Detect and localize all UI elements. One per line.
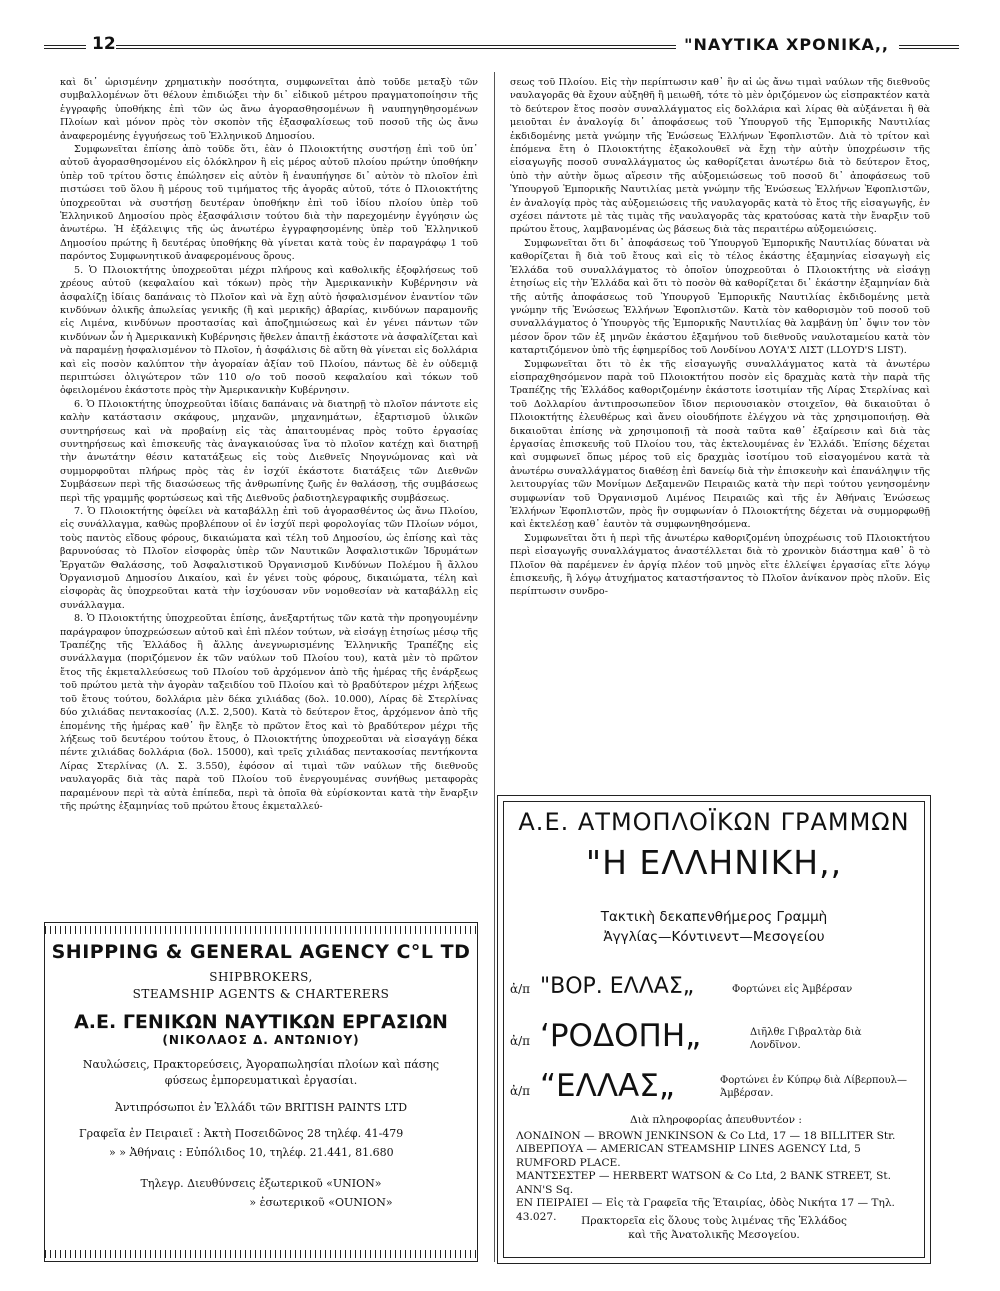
ship-prefix: ἀ/π: [510, 982, 531, 996]
ad-company-name: Α.Ε. ΑΤΜΟΠΛΟΪΚΩΝ ΓΡΑΜΜΩΝ: [518, 808, 910, 836]
ship-name: “ΕΛΛΑΣ„: [540, 1068, 675, 1104]
ad-agency-line: Ἀντιπρόσωποι ἐν Ἑλλάδι τῶν BRITISH PAINTS LTD: [114, 1101, 408, 1114]
ship-status: Φορτώνει ἐν Κύπρῳ διὰ Λίβερπουλ—Ἀμβέρσαν.: [720, 1075, 907, 1099]
ad-office-athens: » » Ἀθήναις : Εὐπόλιδος 10, τηλέφ. 21.441, 81.680: [109, 1146, 394, 1159]
contact-piraeus: ΕΝ ΠΕΙΡΑΙΕΙ — Εἰς τὰ Γραφεῖα τῆς Ἑταιρίας, ὁδὸς Νικήτα 17 — Τηλ. 43.027.: [516, 1197, 895, 1223]
left-paragraph: καὶ δι᾽ ὡρισμένην χρηματικὴν ποσότητα, συμφωνεῖται ἀπὸ τοῦδε μεταξὺ τῶν συμβαλλομένων ὅτι θέλουν ἐπιδιώξει τὴν δι᾽ εἰδικοῦ μέτρου πραγματοποίησιν τῆς ἐγγραφῆς ὑποθήκης ἐπὶ τῶν ὡς ἄνω ἀγορασθησομένων ἢ ναυπηγηθησομένων Πλοίων καὶ μόνον πρὸς τὸν σκοπὸν τῆς ἐξασφαλίσεως τοῦ ποσοῦ τῆς ὡς ἄνω ἀναφερομένης ἐγγυήσεως τοῦ Ἑλληνικοῦ Δημοσίου.: [60, 77, 478, 142]
contact-liverpool: ΛΙΒΕΡΠΟΥΑ — AMERICAN STEAMSHIP LINES AGENCY Ltd, 5 RUMFORD PLACE.: [516, 1143, 861, 1169]
ad-contact-list: [516, 1114, 916, 1224]
ship-name: ‘ΡΟΔΟΠΗ„: [540, 1018, 702, 1054]
ad-footer-line: Πρακτορεῖα εἰς ὅλους τοὺς λιμένας τῆς Ἑλλάδος: [581, 1215, 847, 1227]
contact-manchester: ΜΑΝΤΣΕΣΤΕΡ — HERBERT WATSON & Co Ltd, 2 BANK STREET, St. ANN'S Sq.: [516, 1170, 892, 1196]
publication-title: "ΝΑΥΤΙΚΑ ΧΡΟΝΙΚΑ,,: [684, 35, 889, 54]
ad-route-description: Τακτικὴ δεκαπενθήμερος Γραμμὴ: [600, 909, 828, 925]
column-divider: [494, 72, 495, 1262]
steamship-lines-ad: [497, 795, 931, 1264]
right-paragraph: Συμφωνεῖται ὅτι ἡ περὶ τῆς ἀνωτέρω καθοριζομένη ὑποχρέωσις τοῦ Πλοιοκτήτου περὶ εἰσαγωγῆς συναλλάγματος ἀναστέλλεται διὰ τὸ χρονικὸν διάστημα καθ᾽ ὃ τὸ Πλοῖον θὰ παρέμενεν ἐν ἀργίᾳ πλέον τοῦ μηνὸς εἴτε ἐλλείψει ἐργασίας εἴτε λόγῳ ἐπισκευῆς, ἢ λόγῳ ἀτυχήματος καταστήσαντος τὸ Πλοῖον ἀνίκανον πρὸς πλοῦν. Εἰς περίπτωσιν συνδρο-: [510, 532, 930, 598]
ad-telegraph-external: Τηλεγρ. Διευθύνσεις ἐξωτερικοῦ «UNION»: [140, 1177, 382, 1190]
ad-footer-line: καὶ τῆς Ἀνατολικῆς Μεσογείου.: [628, 1229, 800, 1241]
ship-prefix: ἀ/π: [510, 1034, 531, 1048]
contact-heading: Διὰ πληροφορίας ἀπευθυντέον :: [630, 1114, 802, 1126]
ship-status: Διῆλθε Γιβραλτὰρ διὰ Λονδῖνον.: [750, 1027, 862, 1051]
ship-prefix: ἀ/π: [510, 1084, 531, 1098]
page-number: 12: [92, 34, 116, 54]
ad-border-ticks: [45, 926, 477, 934]
ship-entry: [510, 968, 920, 1008]
ad-description-line: Ναυλώσεις, Πρακτορεύσεις, Ἀγοραπωλησίαι πλοίων καὶ πάσης: [82, 1058, 440, 1071]
ad-office-piraeus: Γραφεῖα ἐν Πειραιεῖ : Ἀκτὴ Ποσειδῶνος 28 τηλέφ. 41-479: [79, 1127, 404, 1140]
ad-footer: [498, 1214, 930, 1242]
ad-company-greek: Α.Ε. ΓΕΝΙΚΩΝ ΝΑΥΤΙΚΩΝ ΕΡΓΑΣΙΩΝ: [74, 1011, 448, 1033]
contact-london: ΛΟΝΔΙΝΟΝ — BROWN JENKINSON & Co Ltd, 17 — 18 BILLITER Str.: [516, 1129, 896, 1142]
right-paragraph: σεως τοῦ Πλοίου. Εἰς τὴν περίπτωσιν καθ᾽ ἣν αἱ ὡς ἄνω τιμαὶ ναύλων τῆς διεθνοῦς ναυλαγορᾶς θὰ ἔχουν αὐξηθῆ ἢ μειωθῆ, τότε τὸ μὲν ὁριζόμενον ὡς εἰσπρακτέον κατὰ τὸ δεύτερον ἔτος ποσὸν συναλλάγματος εἰς δολλάρια καὶ λίρας θὰ αὐξάνεται ἢ θὰ μειοῦται ἐν ἀναλογίᾳ δι᾽ ἀποφάσεως τοῦ Ὑπουργοῦ τῆς Ἐμπορικῆς Ναυτιλίας ἐκδιδομένης μετὰ γνώμην τῆς Ἑνώσεως Ἑλλήνων Ἐφοπλιστῶν. Διὰ τὸ τρίτον καὶ ἑπόμενα ἔτη ὁ Πλοιοκτήτης ἐξακολουθεῖ νὰ ἔχῃ τὴν αὐτὴν ὑποχρέωσιν τῆς εἰσαγωγῆς ποσοῦ συναλλάγματος ὡς καθορίζεται ἀνωτέρω διὰ τὸ δεύτερον ἔτος, ὑπὸ τὴν αὐτὴν ὅμως αἵρεσιν τῆς αὐξομειώσεως τοῦ ποσοῦ δι᾽ ἀποφάσεως τοῦ Ὑπουργοῦ Ἐμπορικῆς Ναυτιλίας μετὰ γνώμην τῆς Ἑνώσεως Ἑλλήνων Ἐφοπλιστῶν, ἐν ἀναλογίᾳ πρὸς τὰς αὐξομειώσεις τῆς ναυλαγορᾶς κατὰ τὸ ἔτος τῆς εἰσαγωγῆς, ἐν σχέσει πάντοτε μὲ τὰς τιμὰς τῆς ναυλαγορᾶς τὰς κρατούσας κατὰ τὴν ἔναρξιν τοῦ πρώτου ἔτους, λαμβανομένας ὡς βάσεως διὰ τὰς περαιτέρω αὐξομειώσεις.: [510, 77, 930, 236]
ad-route-ports: Ἀγγλίας—Κόντινεντ—Μεσογείου: [603, 929, 825, 945]
ad-company-english: SHIPPING & GENERAL AGENCY C°L TD: [51, 941, 471, 963]
page-header: [44, 34, 959, 58]
left-article-column: [60, 76, 478, 813]
ad-services-line: SHIPBROKERS,: [209, 970, 313, 984]
ship-entry: [510, 1066, 920, 1110]
header-rule-left: [44, 45, 86, 49]
ship-name: "ΒΟΡ. ΕΛΛΑΣ„: [540, 974, 695, 999]
ad-border-ticks: [45, 1250, 477, 1258]
ad-description-line: φύσεως ἐμπορευματικαὶ ἐργασίαι.: [164, 1074, 358, 1087]
ad-founder-name: (ΝΙΚΟΛΑΟΣ Δ. ΑΝΤΩΝΙΟΥ): [162, 1033, 360, 1047]
left-paragraph: 5. Ὁ Πλοιοκτήτης ὑποχρεοῦται μέχρι πλήρους καὶ καθολικῆς ἐξοφλήσεως τοῦ χρέους αὐτοῦ (κεφαλαίου καὶ τόκων) πρὸς τὴν Ἀμερικανικὴν Κυβέρνησιν νὰ ἀσφαλίζῃ ἰδίαις δαπάναις τὸ Πλοῖον καὶ νὰ ἔχῃ αὐτὸ ἠσφαλισμένον ἐναντίον τῶν κινδύνων ὁλικῆς ἀπωλείας γενικῆς (ἢ καὶ μερικῆς) ἀβαρίας, κινδύνων παραμονῆς εἰς Λιμένα, κινδύνων προστασίας καὶ ἀποζημιώσεως καὶ ἐν γένει πάντων τῶν κινδύνων ὧν ἡ Ἀμερικανικὴ Κυβέρνησις ἤθελεν ἀπαιτῇ ἑκάστοτε νὰ ἀσφαλίζεται καὶ νὰ παραμένῃ ἠσφαλισμένον τὸ Πλοῖον, ἡ ἀσφάλισις δὲ αὕτη θὰ γίνεται εἰς δολλάρια καὶ εἰς ποσὸν καλύπτον τὴν ἀγοραίαν ἀξίαν τοῦ Πλοίου, πάντως δὲ ἐν οὐδεμιᾷ περιπτώσει ὀλιγώτερον τῶν 110 ο/ο τοῦ ποσοῦ κεφαλαίου καὶ τόκων τοῦ ὀφειλομένου ἑκάστοτε πρὸς τὴν Ἀμερικανικὴν Κυβέρνησιν.: [60, 264, 478, 397]
right-article-column: [510, 76, 930, 599]
ad-line-name: "Η ΕΛΛΗΝΙΚΗ,,: [585, 843, 843, 882]
ship-entry: [510, 1016, 920, 1062]
ad-services-line: STEAMSHIP AGENTS & CHARTERERS: [132, 987, 390, 1001]
header-rule-right: [899, 45, 959, 49]
right-paragraph: Συμφωνεῖται ὅτι τὸ ἐκ τῆς εἰσαγωγῆς συναλλάγματος κατὰ τὰ ἀνωτέρω εἰσπραχθησόμενον παρὰ τοῦ Πλοιοκτήτου ποσὸν εἰς δραχμὰς κατὰ τὴν παρὰ τῆς Τραπέζης τῆς Ἑλλάδος καθοριζομένην ἑκάστοτε ἰσοτιμίαν τῆς Λίρας Στερλίνας καὶ τοῦ Δολλαρίου ἀντιπροσωπεῦον ἴδιον περιουσιακὸν στοιχεῖον, θὰ δικαιοῦται ὁ Πλοιοκτήτης ἐλευθέρως καὶ ἄνευ οἱουδήποτε ἐλέγχου νὰ τὰς χρησιμοποιήσῃ. Θὰ δικαιοῦται ἐπίσης νὰ χρησιμοποιῇ τὰ ποσὰ ταῦτα καθ᾽ ἐξαίρεσιν καὶ διὰ τὰς ἐργασίας ἐπισκευῆς τοῦ Πλοίου του, τὰς ἐκτελουμένας ἐν Ἑλλάδι. Ἐπίσης δέχεται καὶ συμφωνεῖ ὅπως μέρος τοῦ εἰς δραχμὰς ἰσοτίμου τοῦ εἰσαγομένου κατὰ τὰ ἀνωτέρω συναλλάγματος διαθέσῃ ἐπὶ δανείῳ διὰ τὴν ἐπισκευὴν καὶ ἐπανάληψιν τῆς λειτουργίας τῶν Μονίμων Δεξαμενῶν Πειραιῶς κατὰ τὴν περὶ τούτου γενησομένην συμφωνίαν τοῦ Ὀργανισμοῦ Λιμένος Πειραιῶς καὶ τῆς ἐν Ἀθήναις Ἑνώσεως Ἑλλήνων Ἐφοπλιστῶν, πρὸς ἣν συμφωνίαν ὁ Πλοιοκτήτης δέχεται νὰ συμμορφωθῇ καὶ ἐκτελέσῃ καθ᾽ ἑαυτὸν τὰ συμφωνηθησόμενα.: [510, 358, 930, 531]
header-rule-middle: [116, 45, 676, 49]
left-paragraph: 8. Ὁ Πλοιοκτήτης ὑποχρεοῦται ἐπίσης, ἀνεξαρτήτως τῶν κατὰ τὴν προηγουμένην παράγραφον ὑποχρεώσεων αὐτοῦ καὶ ἐπὶ πλέον τούτων, νὰ εἰσάγῃ ἐτησίως μέσῳ τῆς Τραπέζης τῆς Ἑλλάδος ἢ ἄλλης ἀνεγνωρισμένης Ἑλληνικῆς Τραπέζης εἰς συνάλλαγμα (ποριζόμενον ἐκ τῶν ναύλων τοῦ Πλοίου του), κατὰ μὲν τὸ πρῶτον ἔτος τῆς ἐκμεταλλεύσεως τοῦ Πλοίου τοῦ ἀρχόμενον ἀπὸ τῆς ἡμέρας τῆς ἐνάρξεως τοῦ πρώτου μετὰ τὴν ἀγορὰν ταξειδίου τοῦ Πλοίου καὶ τὸ βραδύτερον μέχρι λήξεως τοῦ ἔτους τούτου, δολλάρια μὲν δέκα χιλιάδας (δολ. 10.000), Λίρας δὲ Στερλίνας δύο χιλιάδας πεντακοσίας (Λ.Σ. 2,500). Κατὰ τὸ δεύτερον ἔτος, ἀρχόμενον ἀπὸ τῆς ἐπομένης τῆς ἡμέρας καθ᾽ ἣν ἔληξε τὸ πρῶτον ἔτος καὶ τὸ βραδύτερον μέχρι τῆς λήξεως τοῦ δευτέρου τούτου ἔτους, ὁ Πλοιοκτήτης ὑποχρεοῦται νὰ εἰσαγάγῃ δέκα πέντε χιλιάδας δολλάρια (δολ. 15000), καὶ τρεῖς χιλιάδας πεντακοσίας πεντήκοντα Λίρας Στερλίνας (Λ. Σ. 3.550), ἐφόσον αἱ τιμαὶ τῶν ναύλων τῆς διεθνοῦς ναυλαγορᾶς διὰ τὰς παρὰ τοῦ Πλοίου τοῦ ἐνεργουμένας συνήθως μεταφορὰς παραμένουν περὶ τὰ αὐτὰ ἐπίπεδα, περὶ τὰ ὁποῖα θὰ εὑρίσκονται κατὰ τὴν ἔναρξιν τῆς πρώτης ἑξαμηνίας τοῦ πρώτου ἔτους ἐκμεταλλεύ-: [60, 613, 478, 812]
ship-status: Φορτώνει εἰς Ἀμβέρσαν: [732, 984, 853, 995]
right-paragraph: Συμφωνεῖται ὅτι δι᾽ ἀποφάσεως τοῦ Ὑπουργοῦ Ἐμπορικῆς Ναυτιλίας δύναται νὰ καθορίζεται ἢ διὰ τοῦ ἔτους καὶ εἰς τὸ τέλος ἑκάστης ἑξαμηνίας εἰσαγωγὴ εἰς Ἑλλάδα τοῦ συναλλάγματος τὸ ὁποῖον ὑποχρεοῦται ὁ Πλοιοκτήτης νὰ εἰσάγῃ ἐτησίως εἰς τὴν Ἑλλάδα καὶ ὅτι τὸ ποσὸν θὰ καθορίζεται δι᾽ ἑκάστην ἑξαμηνίαν διὰ τῆς αὐτῆς ἀποφάσεως τοῦ Ὑπουργοῦ Ἐμπορικῆς Ναυτιλίας ἐκδιδομένης μετὰ γνώμην τῆς Ἑνώσεως Ἑλλήνων Ἐφοπλιστῶν. Κατὰ τὸν καθορισμὸν τοῦ ποσοῦ τοῦ συναλλάγματος ὁ Ὑπουργὸς τῆς Ἐμπορικῆς Ναυτιλίας θὰ λαμβάνῃ ὑπ᾽ ὄψιν τον τὸν μέσον ὅρον τῶν ἐξ μηνῶν ἑκάστου ἑξαμήνου τοῦ διεθνοῦς ναυλοταμείου κατὰ τὸν καταρτιζόμενον ὑπὸ τῆς ἐφημερίδος τοῦ Λονδίνου ΛΟΥΑ'Σ ΛΙΣΤ (LLOYD'S LIST).: [510, 237, 930, 357]
shipping-agency-ad: [44, 922, 478, 1262]
left-paragraph: 6. Ὁ Πλοιοκτήτης ὑποχρεοῦται ἰδίαις δαπάναις νὰ διατηρῇ τὸ πλοῖον πάντοτε εἰς καλὴν κατάστασιν σκάφους, μηχανῶν, μηχανημάτων, ἐξαρτισμοῦ ὑλικῶν συντηρήσεως καὶ νὰ προβαίνῃ εἰς τὰς ἀπαιτουμένας πρὸς τοῦτο ἐργασίας συντηρήσεως καὶ ἐπισκευῆς τὰς ἀναγκαιούσας ἵνα τὸ πλοῖον κατέχῃ καὶ διατηρῇ τὴν ἀνωτάτην θέσιν κατατάξεως εἰς τοὺς Διεθνεῖς Νηογνώμονας καὶ νὰ συμμορφοῦται πλήρως πρὸς τὰς ἐν ἰσχύϊ ἑκάστοτε διατάξεις τῶν Διεθνῶν Συμβάσεων περὶ τῆς διασώσεως τῆς ἀνθρωπίνης ζωῆς ἐν θαλάσσῃ, τῆς συμβάσεως περὶ τῆς γραμμῆς φορτώσεως καὶ τῆς Διεθνοῦς ῥαδιοτηλεγραφικῆς συμβάσεως.: [60, 398, 478, 504]
left-paragraph: 7. Ὁ Πλοιοκτήτης ὀφείλει νὰ καταβάλλῃ ἐπὶ τοῦ ἀγορασθέντος ὡς ἄνω Πλοίου, εἰς συνάλλαγμα, καθὼς προβλέπουν οἱ ἐν ἰσχύϊ περὶ φορολογίας τῶν Πλοίων νόμοι, τοὺς παντὸς εἴδους φόρους, δικαιώματα καὶ τέλη τοῦ Δημοσίου, ὡς ἐπίσης καὶ τὰς βαρυνούσας τὸ Πλοῖον εἰσφορὰς ὑπὲρ τῶν Ναυτικῶν Ἀσφαλιστικῶν Ἱδρυμάτων Ἐργατῶν Θαλάσσης, τοῦ Ἀσφαλιστικοῦ Ὀργανισμοῦ Κινδύνων Πολέμου ἢ ἄλλου Ὀργανισμοῦ Δημοσίου Δικαίου, καὶ ἐν γένει τοὺς φόρους, δικαιώματα, τέλη καὶ εἰσφορὰς ἃς ὑποχρεοῦται κατὰ τὴν ἰσχύουσαν νῦν νομοθεσίαν νὰ καταβάλλῃ εἰς συνάλλαγμα.: [60, 506, 478, 611]
left-paragraph: Συμφωνεῖται ἐπίσης ἀπὸ τοῦδε ὅτι, ἐὰν ὁ Πλοιοκτήτης συστήσῃ ἐπὶ τοῦ ὑπ᾽ αὐτοῦ ἀγορασθησομένου εἰς ὁλόκληρον ἢ εἰς μέρος αὐτοῦ πλοίου πρώτην ὑποθήκην ὑπὲρ τοῦ τρίτου ὅστις ἐπώλησεν εἰς αὐτὸν ἢ ἐναυπήγησε δι᾽ αὐτὸν τὸ πλοῖον ἐπὶ πιστώσει τοῦ ὅλου ἢ μέρους τοῦ τιμήματος τῆς ἀγορᾶς αὐτοῦ, τότε ὁ Πλοιοκτήτης ὑποχρεοῦται νὰ συστήσῃ δευτέραν ὑποθήκην ἐπὶ τοῦ ἰδίου πλοίου ὑπὲρ τοῦ Ἑλληνικοῦ Δημοσίου πρὸς ἐξασφάλισιν τούτου διὰ τὴν παρεχομένην ἐγγύησιν ὡς ἀνωτέρω. Ἡ ἐξάλειψις τῆς ὡς ἀνωτέρω ἐγγραφησομένης ὑπὲρ τοῦ Ἑλληνικοῦ Δημοσίου πρώτης ἢ δευτέρας ὑποθήκης θὰ γίνεται κατὰ τοὺς ἐν παραγράφῳ 1 τοῦ παρόντος Συμφωνητικοῦ ἀναφερομένους ὅρους.: [60, 144, 478, 263]
ad-telegraph-internal: » ἐσωτερικοῦ «OUNION»: [249, 1196, 393, 1209]
